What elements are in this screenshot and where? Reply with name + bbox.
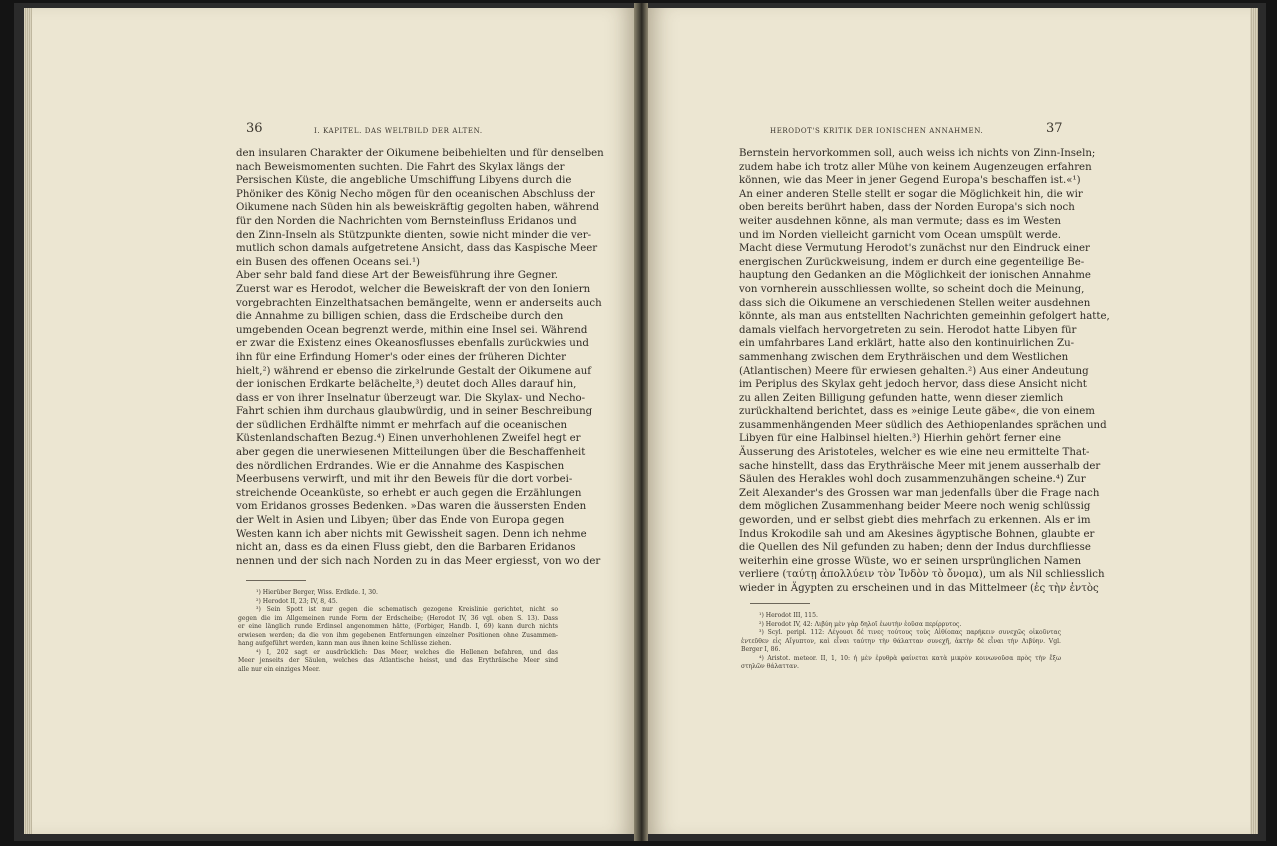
running-header: HERODOT'S KRITIK DER IONISCHEN ANNAHMEN. [770,127,984,135]
text-line: vom Eridanos grosses Bedenken. »Das waren die äussersten Enden [236,501,587,513]
footnote-line: ¹) Herodot III, 115. [759,612,818,619]
footnote-line: hang aufgeführt werden, kann man aus ihnen keine Schlüsse ziehen. [238,640,452,647]
footnote-rule [750,603,810,604]
text-line: Zeit Alexander's des Grossen war man jedenfalls über die Frage nach [739,487,1100,499]
running-header: I. KAPITEL. DAS WELTBILD DER ALTEN. [314,127,483,135]
text-line: zudem habe ich trotz aller Mühe von keinem Augenzeugen erfahren [739,161,1092,173]
text-line: Äusserung des Aristoteles, welcher es wie eine neu ermittelte That- [739,447,1090,459]
text-line: der südlichen Erdhälfte nimmt er mehrfach auf die oceanischen [236,419,568,431]
footnote-line: Meer jenseits der Säulen, welches das Atlantische heisst, und das Erythräische Meer sind [238,657,558,664]
text-line: er zwar die Existenz eines Okeanosflusses ebenfalls zurückwies und [236,338,589,350]
footnotes [238,589,558,674]
footnote-line: ²) Herodot IV, 42: Λιβύη μὲν γὰρ δηλοῖ ἑωυτὴν ἐοῦσα περίρρυτος. [759,620,962,628]
text-line: den Zinn-Inseln als Stützpunkte dienten, sowie nicht minder die ver- [236,229,592,241]
footnotes [741,612,1061,672]
text-line: der ionischen Erdkarte belächelte,³) deutet doch Alles darauf hin, [236,379,577,391]
text-line: An einer anderen Stelle stellt er sogar die Möglichkeit hin, die wir [739,188,1083,200]
text-line: Säulen des Herakles wohl doch zusammenzuhängen scheine.⁴) Zur [739,474,1086,486]
text-line: von vornherein ausschliessen wollte, so scheint doch die Meinung, [739,283,1085,295]
footnote-line: alle nur ein einziges Meer. [238,665,321,673]
text-line: für den Norden die Nachrichten vom Bernsteinfluss Eridanos und [236,215,577,227]
text-line: ein umfahrbares Land erklärt, hatte also den kontinuirlichen Zu- [739,338,1075,350]
text-line: wieder in Ägypten zu erscheinen und in das Mittelmeer (ἐς τὴν ἐντὸς [739,583,1099,594]
text-line: hauptung den Gedanken an die Möglichkeit der ionischen Annahme [739,270,1091,282]
body-text [236,147,604,568]
text-line: Zuerst war es Herodot, welcher die Beweiskraft der von den Ioniern [236,283,591,295]
text-line: Küstenlandschaften Bezug.⁴) Einen unverhohlenen Zweifel hegt er [236,433,581,445]
text-line: Macht diese Vermutung Herodot's zunächst nur den Eindruck einer [739,243,1090,255]
right-page [648,8,1258,834]
book-spread [14,3,1266,841]
text-line: sammenhang zwischen dem Erythräischen und dem Westlichen [739,351,1069,363]
text-line: oben bereits berührt haben, dass der Norden Europa's sich noch [739,202,1075,214]
page-number: 37 [1046,121,1063,136]
text-line: energischen Zurückweisung, indem er durch eine gegenteilige Be- [739,256,1085,268]
text-line: Westen kann ich aber nichts mit Gewissheit sagen. Denn ich nehme [236,528,587,540]
footnote-rule [246,580,306,581]
footnote-line: ¹) Hierüber Berger, Wiss. Erdkde. I, 30. [256,589,378,596]
text-line: im Periplus des Skylax geht jedoch hervor, dass diese Ansicht nicht [739,379,1087,391]
text-line: hielt,²) während er ebenso die zirkelrunde Gestalt der Oikumene auf [236,365,592,377]
text-line: Bernstein hervorkommen soll, auch weiss ich nichts von Zinn-Inseln; [739,148,1096,159]
text-line: weiterhin eine grosse Wüste, wo er seinen ursprünglichen Namen [739,555,1082,567]
text-line: Aber sehr bald fand diese Art der Beweisführung ihre Gegner. [236,270,558,282]
text-line: Libyen für eine Halbinsel hielten.³) Hierhin gehört ferner eine [739,433,1061,445]
text-line: dass er von ihrer Inselnatur überzeugt war. Die Skylax- und Necho- [236,392,586,404]
body-text [739,147,1110,596]
text-line: nennen und der sich nach Norden zu in das Meer ergiesst, von wo der [236,555,601,567]
footnote-line: ⁴) I, 202 sagt er ausdrücklich: Das Meer, welches die Hellenen befahren, und das [256,648,558,656]
footnote-line: ⁴) Aristot. meteor. II, 1, 10: ἡ μὲν ἐρυθρὰ φαίνεται κατὰ μικρὸν κοινωνοῦσα πρὸς τὴν ἔξω [759,654,1061,662]
text-line: den insularen Charakter der Oikumene beibehielten und für denselben [236,148,604,159]
text-line: können, wie das Meer in jener Gegend Europa's beschaffen ist.«¹) [739,175,1081,187]
text-line: zu allen Zeiten Billigung gefunden hatte, wenn dieser ziemlich [739,392,1064,404]
text-line: dass sich die Oikumene an verschiedenen Stellen weiter ausdehnen [739,297,1091,309]
text-line: und im Norden vielleicht garnicht vom Ocean umspült werde. [739,229,1061,241]
footnote-line: erwiesen werden; da die von ihm gegebenen Entfernungen einzelner Positionen ohne Zusammen- [238,631,558,639]
page-edge [1250,8,1258,834]
footnote-line: gegen die im Allgemeinen runde Form der Erdscheibe; (Herodot IV, 36 vgl. oben S. 13). Dass [238,614,558,622]
text-line: streichende Oceanküste, so erhebt er auch gegen die Erzählungen [236,487,582,499]
text-line: sache hinstellt, dass das Erythräische Meer mit jenem ausserhalb der [739,460,1101,472]
text-line: ein Busen des offenen Oceans sei.¹) [236,256,420,268]
text-line: zusammenhängenden Meer südlich des Aethiopenlandes sprächen und [739,419,1107,431]
text-line: vorgebrachten Einzelthatsachen bemängelte, wenn er anderseits auch [236,297,602,309]
footnote-line: er eine länglich runde Erdinsel angenommen hätte, (Forbiger, Handb. I, 69) kann durch nichts [238,623,558,630]
text-line: die Annahme zu billigen schien, dass die Erdscheibe durch den [236,311,564,323]
text-line: Phöniker des König Necho mögen für den oceanischen Abschluss der [236,188,595,200]
page-edge [24,8,32,834]
text-line: aber gegen die unerwiesenen Mitteilungen über die Beschaffenheit [236,447,586,459]
text-line: weiter ausdehnen könne, als man vermute; dass es im Westen [739,215,1061,227]
text-line: Meerbusens verwirft, und mit ihr den Beweis für die dort vorbei- [236,474,573,486]
footnote-line: ²) Herodot II, 23; IV, 8, 45. [256,597,338,605]
text-line: Oikumene nach Süden hin als beweiskräftig gegolten haben, während [236,202,600,214]
text-line: nicht an, dass es da einen Fluss giebt, den die Barbaren Eridanos [236,542,576,554]
text-line: geworden, und er selbst giebt dies mehrfach zu erkennen. Als er im [739,515,1091,527]
text-line: dem möglichen Zusammenhang beider Meere noch wenig schlüssig [739,501,1091,513]
text-line: könnte, als man aus entstellten Nachrichten gemeinhin gefolgert hatte, [739,311,1110,323]
footnote-line: ³) Scyl. peripl. 112: Λέγουσι δέ τινες τούτους τοὺς Αἰθίοπας παρήκειν συνεχῶς οἰκοῦντας [759,629,1061,636]
text-line: Persischen Küste, die angebliche Umschiffung Libyens durch die [236,175,572,187]
text-line: zurückhaltend berichtet, dass es »einige Leute gäbe«, die von einem [739,406,1095,418]
text-line: der Welt in Asien und Libyen; über das Ende von Europa gegen [236,515,565,527]
text-line: mutlich schon damals aufgetretene Ansicht, dass das Kaspische Meer [236,243,598,255]
footnote-line: στηλῶν θάλατταν. [741,663,799,670]
page-number: 36 [246,121,263,136]
text-line: Fahrt schien ihm durchaus glaubwürdig, und in seiner Beschreibung [236,406,593,418]
text-line: die Quellen des Nil gefunden zu haben; denn der Indus durchfliesse [739,542,1091,554]
text-line: Indus Krokodile sah und am Akesines ägyptische Bohnen, glaubte er [739,528,1095,540]
footnote-line: Berger I, 86. [741,646,781,653]
text-line: verliere (ταύτῃ ἀπολλύειν τὸν Ἰνδὸν τὸ ὄνομα), um als Nil schliesslich [739,569,1105,581]
footnote-line: ³) Sein Spott ist nur gegen die schematisch gezogene Kreislinie gerichtet, nicht so [256,606,558,613]
text-line: nach Beweismomenten suchten. Die Fahrt des Skylax längs der [236,161,565,173]
footnote-line: ἐντεῦθεν εἰς Αἴγυπτον, καὶ εἶναι ταύτην τὴν θάλατταν συνεχῆ, ἀκτὴν δὲ εἶναι τὴν Λιβύην. Vgl. [741,637,1061,645]
book-gutter [634,3,648,841]
text-line: (Atlantischen) Meere für erwiesen gehalten.²) Aus einer Andeutung [739,365,1089,377]
text-line: ihn für eine Erfindung Homer's oder eines der früheren Dichter [236,351,567,363]
text-line: des nördlichen Erdrandes. Wie er die Annahme des Kaspischen [236,460,565,472]
text-line: umgebenden Ocean begrenzt werde, mithin eine Insel sei. Während [236,324,588,336]
text-line: damals vielfach hervorgetreten zu sein. Herodot hatte Libyen für [739,324,1077,336]
left-page [24,8,634,834]
